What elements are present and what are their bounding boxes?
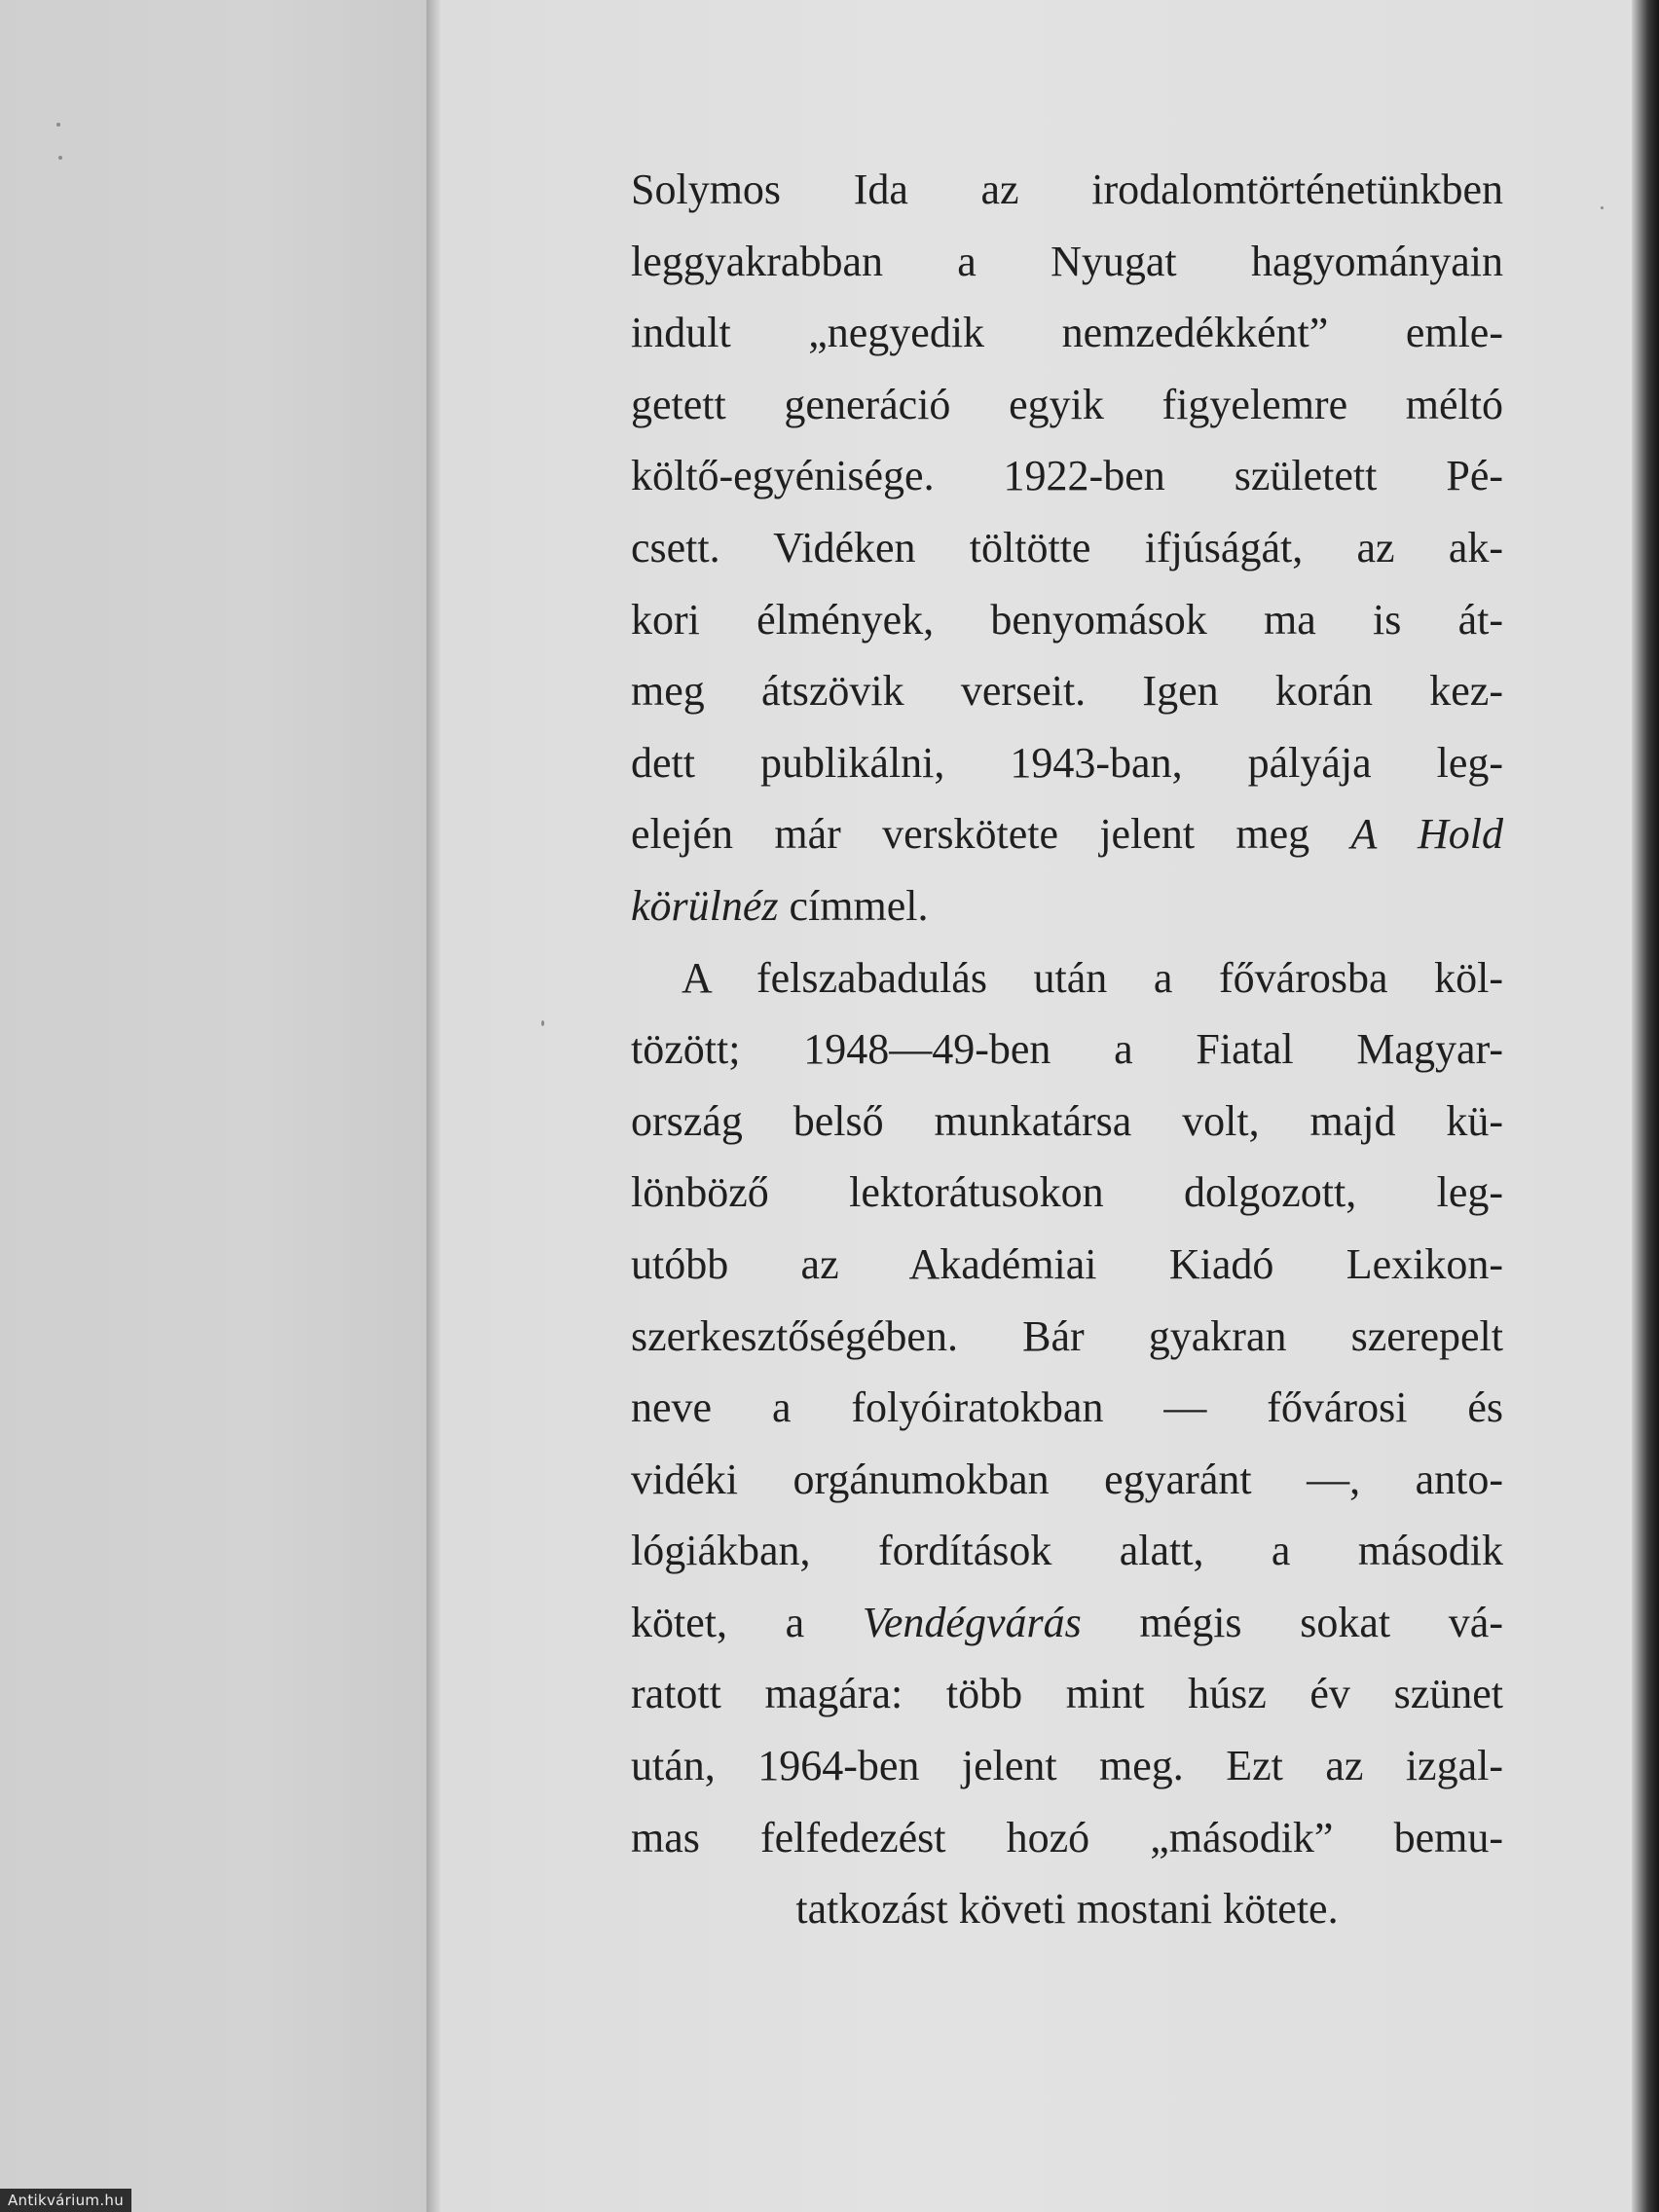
text-line xyxy=(631,226,1503,298)
text-line xyxy=(631,369,1503,441)
text-run: ratott magára: több mint húsz év szünet xyxy=(631,1670,1503,1718)
text-line xyxy=(631,1014,1503,1086)
text-run: mas felfedezést hozó „második” bemu- xyxy=(631,1813,1503,1862)
fold-shadow xyxy=(426,0,440,2212)
text-line xyxy=(631,1730,1503,1802)
text-run: kötet, a xyxy=(631,1598,863,1646)
text-run: tözött; 1948—49-ben a Fiatal Magyar- xyxy=(631,1025,1503,1074)
text-run: után, 1964-ben jelent meg. Ezt az izgal- xyxy=(631,1742,1503,1790)
italic-title: A Hold xyxy=(1350,810,1503,859)
text-line xyxy=(631,798,1503,870)
text-line xyxy=(631,942,1503,1014)
italic-title: Vendégvárás xyxy=(862,1598,1082,1646)
italic-title: körülnéz xyxy=(631,881,779,930)
left-flap-page xyxy=(0,0,428,2212)
text-line xyxy=(631,655,1503,727)
text-run: utóbb az Akadémiai Kiadó Lexikon- xyxy=(631,1239,1503,1288)
text-run: címmel. xyxy=(778,881,929,930)
text-line xyxy=(631,1587,1503,1659)
watermark-label: Antikvárium.hu xyxy=(0,2189,131,2212)
text-line xyxy=(631,870,1503,942)
text-run: ország belső munkatársa volt, majd kü- xyxy=(631,1096,1503,1145)
text-run: Solymos Ida az irodalomtörténetünkben xyxy=(631,166,1503,213)
paragraph xyxy=(631,942,1503,1945)
text-line xyxy=(631,1157,1503,1229)
text-line xyxy=(631,1658,1503,1730)
text-line xyxy=(631,1515,1503,1587)
text-run: dett publikálni, 1943-ban, pályája leg- xyxy=(631,738,1503,787)
text-run: neve a folyóiratokban — fővárosi és xyxy=(631,1383,1503,1432)
text-line xyxy=(631,1301,1503,1373)
text-run: elején már verskötete jelent meg xyxy=(631,810,1351,859)
paper-speck xyxy=(541,1020,544,1026)
paper-speck xyxy=(58,156,62,160)
text-run: lógiákban, fordítások alatt, a második xyxy=(631,1527,1503,1575)
paper-speck xyxy=(1601,206,1604,209)
text-run: csett. Vidéken töltötte ifjúságát, az ak- xyxy=(631,523,1503,571)
right-page-edge xyxy=(1632,0,1659,2212)
body-text xyxy=(631,154,1503,1945)
text-run: meg átszövik verseit. Igen korán kez- xyxy=(631,667,1503,716)
text-run: mégis sokat vá- xyxy=(1081,1598,1503,1646)
text-line xyxy=(631,1873,1503,1945)
text-run: kori élmények, benyomások ma is át- xyxy=(631,595,1503,644)
paragraph xyxy=(631,154,1503,942)
text-line xyxy=(631,1086,1503,1158)
text-line xyxy=(631,727,1503,799)
text-line xyxy=(631,440,1503,512)
text-run: tatkozást követi mostani kötete. xyxy=(795,1885,1339,1934)
text-line xyxy=(631,1229,1503,1301)
text-run: költő-egyénisége. 1922-ben született Pé- xyxy=(631,452,1503,500)
text-run: szerkesztőségében. Bár gyakran szerepelt xyxy=(631,1311,1503,1360)
text-line xyxy=(631,1802,1503,1874)
text-run: getett generáció egyik figyelemre méltó xyxy=(631,380,1503,428)
text-run: leggyakrabban a Nyugat hagyományain xyxy=(631,237,1503,285)
paper-speck xyxy=(56,123,60,127)
text-run: indult „negyedik nemzedékként” emle- xyxy=(631,309,1503,357)
text-line xyxy=(631,154,1503,226)
text-line xyxy=(631,512,1503,584)
text-line xyxy=(631,297,1503,369)
text-run: lönböző lektorátusokon dolgozott, leg- xyxy=(631,1168,1503,1217)
text-line xyxy=(631,1372,1503,1444)
text-run: A felszabadulás után a fővárosba köl- xyxy=(682,953,1503,1002)
text-run: vidéki orgánumokban egyaránt —, anto- xyxy=(631,1455,1503,1503)
text-line xyxy=(631,584,1503,656)
text-line xyxy=(631,1444,1503,1516)
